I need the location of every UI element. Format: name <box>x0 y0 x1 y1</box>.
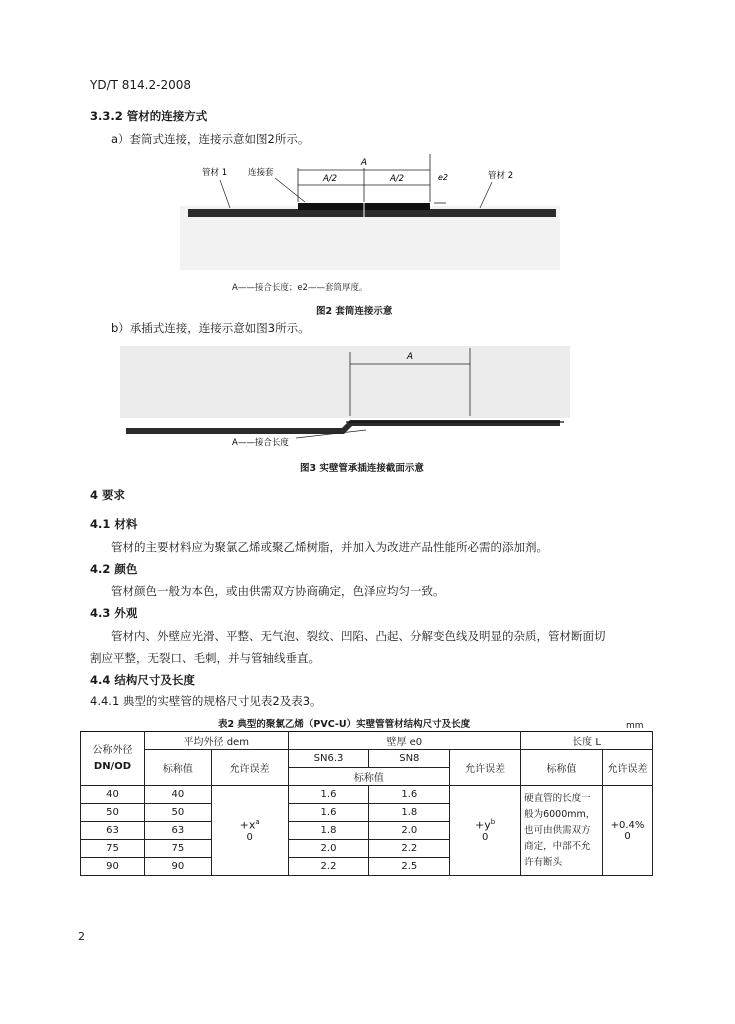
cell-od-tolerance <box>211 786 288 876</box>
col-header-len-nominal: 标称值 <box>521 750 603 786</box>
cell-sn8: 1.6 <box>369 786 450 804</box>
cell-od: 40 <box>144 786 211 804</box>
dim-half-right-label: A/2 <box>389 174 405 184</box>
figure-2-legend: A——接合长度；e2——套筒厚度。 <box>232 283 368 293</box>
cell-sn8: 1.8 <box>369 804 450 822</box>
col-header-sn8: SN8 <box>369 750 450 768</box>
paragraph: 4.4.1 典型的实壁管的规格尺寸见表2及表3。 <box>90 694 322 708</box>
col-header-sn63: SN6.3 <box>288 750 369 768</box>
cell-dn: 90 <box>81 858 145 876</box>
paragraph: 管材内、外壁应光滑、平整、无气泡、裂纹、凹陷、凸起、分解变色线及明显的杂质，管材断面切 <box>111 629 606 643</box>
col-header-od-tolerance: 允许误差 <box>211 750 288 786</box>
len-tol-zero: 0 <box>624 830 631 842</box>
bleed-through <box>120 346 570 418</box>
col-header-len-tolerance: 允许误差 <box>603 750 653 786</box>
col-header-length: 长度 L <box>521 732 653 750</box>
figure-3-caption: 图3 实壁管承插连接截面示意 <box>300 463 424 474</box>
figure-3-legend: A——接合长度 <box>232 438 289 448</box>
cell-od: 75 <box>144 840 211 858</box>
wall-tol-zero: 0 <box>481 831 489 843</box>
page-number: 2 <box>78 930 85 943</box>
col-header-wall-nominal: 标称值 <box>288 768 450 786</box>
cell-sn63: 1.6 <box>288 786 369 804</box>
cell-od: 90 <box>144 858 211 876</box>
table-header-row <box>81 732 653 750</box>
table-row <box>81 786 653 804</box>
cell-sn63: 2.2 <box>288 858 369 876</box>
cell-sn8: 2.2 <box>369 840 450 858</box>
od-tol-plus: +x <box>239 818 256 832</box>
cell-dn: 63 <box>81 822 145 840</box>
cell-wall-tolerance <box>450 786 521 876</box>
dim-A-label: A <box>406 352 414 362</box>
subsection-heading: 4.4 结构尺寸及长度 <box>90 673 195 687</box>
len-tol-plus: +0.4% <box>610 819 645 831</box>
col-header-mean-od: 平均外径 dem <box>144 732 288 750</box>
subsection-heading: 4.3 外观 <box>90 606 138 620</box>
label-pipe2: 管材 2 <box>488 171 514 181</box>
cell-dn: 75 <box>81 840 145 858</box>
col-header-od-nominal: 标称值 <box>144 750 211 786</box>
wall-tol-plus: +y <box>475 818 491 832</box>
paragraph: 管材的主要材料应为聚氯乙烯或聚乙烯树脂，并加入为改进产品性能所必需的添加剂。 <box>111 540 548 554</box>
cell-length-tolerance <box>603 786 653 876</box>
col-header-dn <box>81 732 145 786</box>
od-tol-zero: 0 <box>246 831 253 843</box>
doc-id: YD/T 814.2-2008 <box>90 78 191 92</box>
cell-sn8: 2.0 <box>369 822 450 840</box>
figure-2-caption: 图2 套筒连接示意 <box>316 306 393 317</box>
paragraph: b）承插式连接，连接示意如图3所示。 <box>111 321 310 335</box>
dim-e2-label: e2 <box>438 173 449 182</box>
figure-3-socket-connection <box>120 338 570 456</box>
pipe-body <box>188 209 556 217</box>
cell-length-note: 硬直管的长度一般为6000mm，也可由供需双方商定，中部不允许有断头 <box>521 786 603 876</box>
col-header-wall: 壁厚 e0 <box>288 732 521 750</box>
table-title: 表2 典型的聚氯乙烯（PVC-U）实壁管管材结构尺寸及长度 <box>218 719 471 730</box>
cell-dn: 50 <box>81 804 145 822</box>
subsection-heading: 4.1 材料 <box>90 517 138 531</box>
paragraph: 管材颜色一般为本色，或由供需双方协商确定，色泽应均匀一致。 <box>111 584 445 598</box>
cell-sn63: 1.6 <box>288 804 369 822</box>
cell-dn: 40 <box>81 786 145 804</box>
paragraph: 割应平整，无裂口、毛刺，并与管轴线垂直。 <box>90 651 320 665</box>
section-heading: 3.3.2 管材的连接方式 <box>90 109 208 123</box>
table-unit: mm <box>626 721 644 731</box>
od-tol-sup: a <box>255 818 260 827</box>
col-header-dn-label2: DN/OD <box>93 760 132 772</box>
figure-2-sleeve-connection <box>180 150 560 278</box>
table-2 <box>80 731 653 876</box>
dim-half-left-label: A/2 <box>322 174 338 184</box>
cell-od: 50 <box>144 804 211 822</box>
col-header-wall-tolerance: 允许误差 <box>450 750 521 786</box>
wall-tol-sup: b <box>490 818 496 827</box>
dim-A-label: A <box>360 158 368 168</box>
col-header-dn-label: 公称外径 <box>92 744 133 756</box>
subsection-heading: 4.2 颜色 <box>90 562 138 576</box>
section-heading: 4 要求 <box>90 488 126 502</box>
paragraph: a）套筒式连接，连接示意如图2所示。 <box>111 132 310 146</box>
cell-od: 63 <box>144 822 211 840</box>
cell-sn8: 2.5 <box>369 858 450 876</box>
cell-sn63: 2.0 <box>288 840 369 858</box>
label-sleeve: 连接套 <box>248 168 274 178</box>
label-pipe1: 管材 1 <box>202 168 228 178</box>
cell-sn63: 1.8 <box>288 822 369 840</box>
table-header-row <box>81 750 653 768</box>
